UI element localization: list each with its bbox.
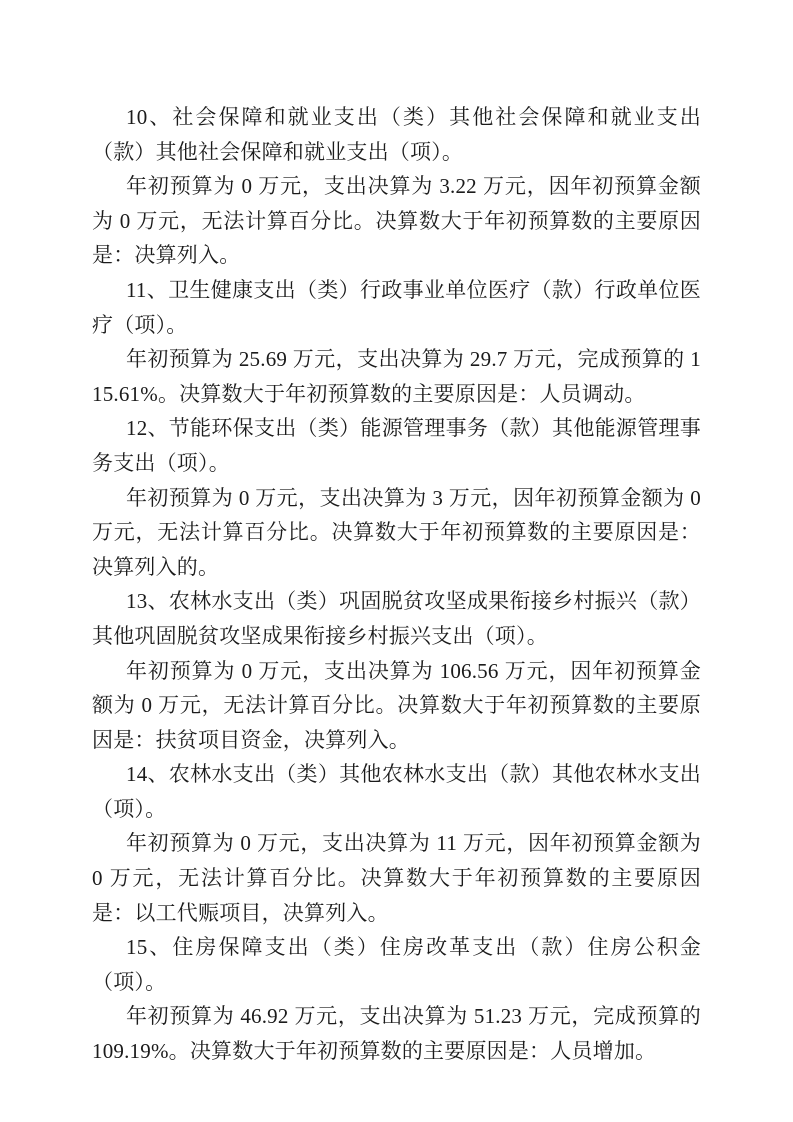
section-detail: 年初预算为 0 万元，支出决算为 3.22 万元，因年初预算金额为 0 万元，无法计算百分比。决算数大于年初预算数的主要原因是：决算列入。 <box>92 174 701 268</box>
section-heading: 14、农林水支出（类）其他农林水支出（款）其他农林水支出（项）。 <box>92 762 701 821</box>
section-heading: 10、社会保障和就业支出（类）其他社会保障和就业支出（款）其他社会保障和就业支出（项）。 <box>92 105 701 164</box>
section-heading: 11、卫生健康支出（类）行政事业单位医疗（款）行政单位医疗（项）。 <box>92 277 701 337</box>
section-detail: 年初预算为 0 万元，支出决算为 106.56 万元，因年初预算金额为 0 万元，无法计算百分比。决算数大于年初预算数的主要原因是：扶贫项目资金，决算列入。 <box>92 658 701 752</box>
section-detail: 年初预算为 25.69 万元，支出决算为 29.7 万元，完成预算的 115.61%。决算数大于年初预算数的主要原因是：人员调动。 <box>92 347 701 406</box>
section-heading: 15、住房保障支出（类）住房改革支出（款）住房公积金（项）。 <box>92 935 701 994</box>
section-heading: 12、节能环保支出（类）能源管理事务（款）其他能源管理事务支出（项）。 <box>92 416 701 475</box>
section-detail: 年初预算为 46.92 万元，支出决算为 51.23 万元，完成预算的 109.19%。决算数大于年初预算数的主要原因是：人员增加。 <box>92 1004 701 1064</box>
section-detail: 年初预算为 0 万元，支出决算为 3 万元，因年初预算金额为 0 万元，无法计算百分比。决算数大于年初预算数的主要原因是：决算列入的。 <box>92 485 701 579</box>
document-body <box>92 100 701 1069</box>
section-heading: 13、农林水支出（类）巩固脱贫攻坚成果衔接乡村振兴（款）其他巩固脱贫攻坚成果衔接乡村振兴支出（项）。 <box>92 589 701 648</box>
section-detail: 年初预算为 0 万元，支出决算为 11 万元，因年初预算金额为 0 万元，无法计算百分比。决算数大于年初预算数的主要原因是：以工代赈项目，决算列入。 <box>92 831 701 925</box>
